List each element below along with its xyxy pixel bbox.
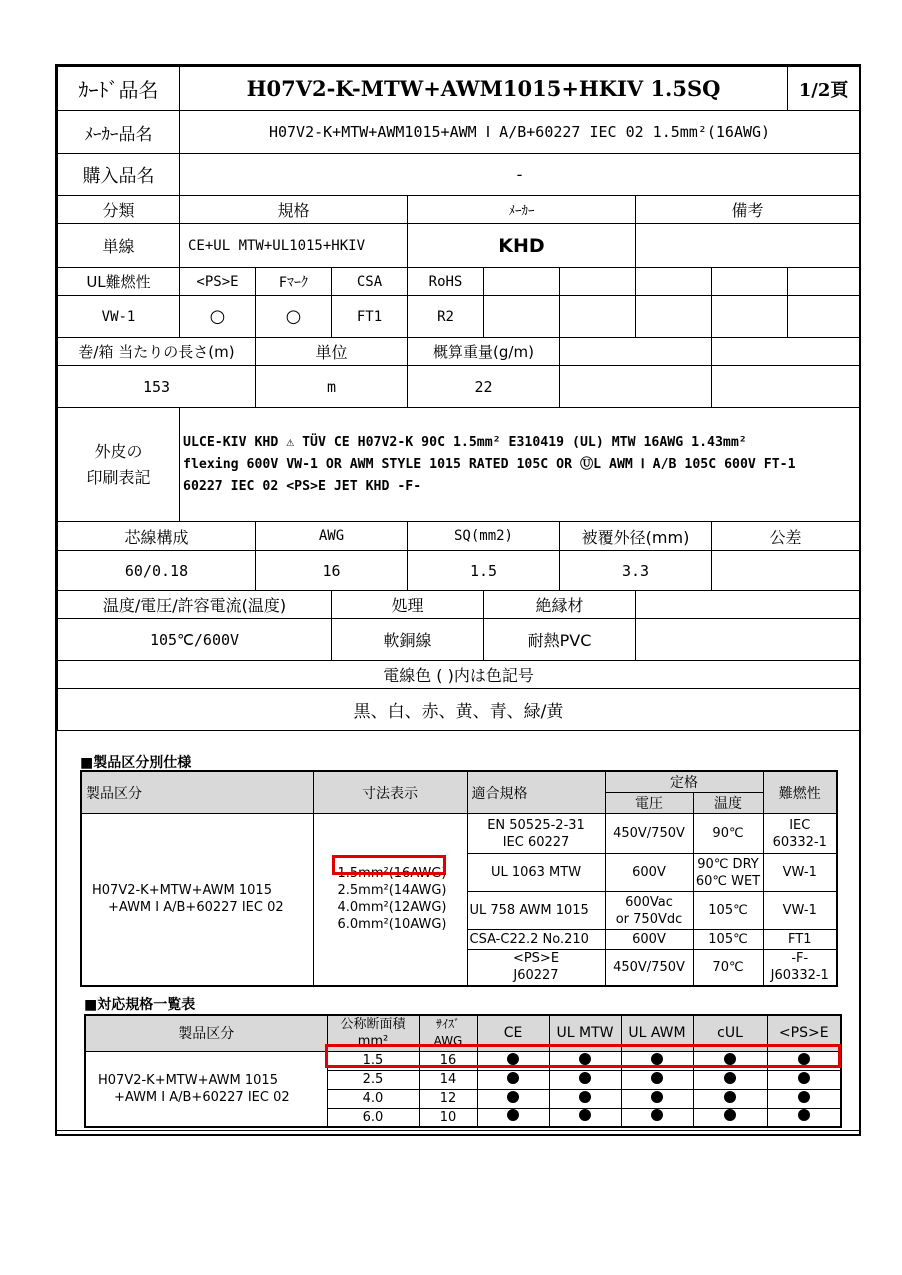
spec-voltage-1: 450V/750V: [605, 814, 693, 854]
check-dot-icon: [651, 1091, 663, 1103]
standard-header: 規格: [180, 196, 408, 224]
list-area-3: 4.0: [327, 1089, 419, 1108]
list-cell: [767, 1108, 841, 1127]
length-value-empty: [560, 366, 712, 408]
cert-value-flame: VW-1: [58, 296, 180, 338]
spec-header-std: 適合規格: [467, 771, 605, 814]
purchase-name-label: 購入品名: [58, 154, 180, 196]
list-section-title: ■対応規格一覧表: [84, 997, 196, 1013]
spec-temp-3: 105℃: [693, 892, 763, 930]
spec-temp-5: 70℃: [693, 950, 763, 986]
list-awg-2: 14: [419, 1070, 477, 1089]
tolerance-value: [712, 551, 860, 591]
sq-value: 1.5: [408, 551, 560, 591]
spec-std-2: UL 1063 MTW: [467, 854, 605, 892]
list-category: [85, 1051, 327, 1127]
maker-name-label: ﾒｰｶｰ品名: [58, 111, 180, 154]
list-cell: [549, 1108, 621, 1127]
spec-std-3: UL 758 AWM 1015: [467, 892, 605, 930]
core-construction-header: 芯線構成: [58, 522, 256, 551]
cert-header-flame: UL難燃性: [58, 268, 180, 296]
wire-color-label: 電線色 ( )内は色記号: [58, 661, 860, 689]
spec-size-1: 1.5mm²(16AWG): [337, 866, 447, 882]
cert-value-empty: [484, 296, 560, 338]
list-cell: [549, 1070, 621, 1089]
spec-header-category: 製品区分: [81, 771, 313, 814]
cert-value-pse: ○: [180, 296, 256, 338]
check-dot-icon: [724, 1072, 736, 1084]
cert-header-empty: [484, 268, 560, 296]
check-dot-icon: [507, 1091, 519, 1103]
spec-header-size: 寸法表示: [313, 771, 467, 814]
awg-value: 16: [256, 551, 408, 591]
cert-value-csa: FT1: [332, 296, 408, 338]
print-label-line2: 印刷表記: [86, 467, 151, 487]
list-cell: [621, 1089, 693, 1108]
insulation-header: 絶縁材: [484, 591, 636, 619]
list-awg-1: 16: [419, 1051, 477, 1070]
list-cell: [621, 1070, 693, 1089]
spec-category-line1: H07V2-K+MTW+AWM 1015: [92, 883, 272, 899]
list-header-ce: CE: [477, 1015, 549, 1051]
spec-flame-5a: -F-: [791, 951, 809, 967]
list-cell: [693, 1089, 767, 1108]
spec-category: [81, 814, 313, 986]
spec-std-1a: EN 50525-2-31: [487, 817, 585, 833]
cert-value-empty: [712, 296, 788, 338]
size-highlight-box: [332, 855, 446, 875]
cert-header-empty: [788, 268, 860, 296]
spec-flame-3: VW-1: [763, 892, 837, 930]
length-header-empty: [560, 338, 712, 366]
cert-value-fmark: ○: [256, 296, 332, 338]
card-name-label: ｶｰﾄﾞ品名: [58, 67, 180, 111]
insulation-value: 耐熱PVC: [484, 619, 636, 661]
spec-flame-1: [763, 814, 837, 854]
spec-temp-1: 90℃: [693, 814, 763, 854]
main-table: [57, 66, 860, 731]
check-dot-icon: [798, 1091, 810, 1103]
spec-voltage-3: [605, 892, 693, 930]
spec-voltage-2: 600V: [605, 854, 693, 892]
list-cell: [477, 1089, 549, 1108]
weight-header: 概算重量(g/m): [408, 338, 560, 366]
cert-value-empty: [560, 296, 636, 338]
spec-table: [80, 770, 838, 987]
spec-size-2: 2.5mm²(14AWG): [337, 883, 447, 899]
cert-header-empty: [560, 268, 636, 296]
check-dot-icon: [724, 1091, 736, 1103]
spec-temp-4: 105℃: [693, 930, 763, 950]
list-area-1: 1.5: [327, 1051, 419, 1070]
check-dot-icon: [798, 1109, 810, 1121]
spec-flame-4: FT1: [763, 930, 837, 950]
check-dot-icon: [507, 1109, 519, 1121]
list-cell: [693, 1070, 767, 1089]
list-header-category: 製品区分: [85, 1015, 327, 1051]
cert-value-rohs: R2: [408, 296, 484, 338]
list-cell: [477, 1108, 549, 1127]
list-cell: [477, 1070, 549, 1089]
standards-table: [84, 1014, 842, 1128]
length-header-empty: [712, 338, 860, 366]
row-highlight-box: [325, 1044, 841, 1068]
rating-value-empty: [636, 619, 860, 661]
list-cell: [621, 1108, 693, 1127]
class-value: 単線: [58, 224, 180, 268]
print-label: [58, 408, 180, 522]
spec-header-temp: 温度: [693, 793, 763, 814]
spec-flame-2: VW-1: [763, 854, 837, 892]
check-dot-icon: [651, 1109, 663, 1121]
awg-header: AWG: [256, 522, 408, 551]
list-header-area-2: mm²: [357, 1034, 389, 1050]
spec-size-4: 6.0mm²(10AWG): [337, 917, 447, 933]
length-header: 巻/箱 当たりの長さ(m): [58, 338, 256, 366]
standard-value: CE+UL MTW+UL1015+HKIV: [180, 224, 408, 268]
core-construction-value: 60/0.18: [58, 551, 256, 591]
cert-header-csa: CSA: [332, 268, 408, 296]
spec-voltage-4: 600V: [605, 930, 693, 950]
wire-color-value: 黒、白、赤、黄、青、緑/黄: [58, 689, 860, 731]
list-cell: [693, 1108, 767, 1127]
spec-flame-1a: IEC: [789, 817, 811, 833]
list-awg-4: 10: [419, 1108, 477, 1127]
od-value: 3.3: [560, 551, 712, 591]
maker-value: KHD: [408, 224, 636, 268]
sq-header: SQ(mm2): [408, 522, 560, 551]
spec-flame-5: [763, 950, 837, 986]
note-value: [636, 224, 860, 268]
temp-voltage-header: 温度/電圧/許容電流(温度): [58, 591, 332, 619]
spec-category-line2: +AWM Ⅰ A/B+60227 IEC 02: [108, 900, 284, 916]
length-value-empty: [712, 366, 860, 408]
list-awg-3: 12: [419, 1089, 477, 1108]
list-area-2: 2.5: [327, 1070, 419, 1089]
spec-std-1b: IEC 60227: [502, 834, 570, 850]
note-header: 備考: [636, 196, 860, 224]
list-header-size-2: AWG: [433, 1034, 463, 1049]
print-label-line1: 外皮の: [94, 441, 143, 461]
treatment-header: 処理: [332, 591, 484, 619]
spec-std-5: [467, 950, 605, 986]
print-marking: [180, 408, 860, 522]
cert-header-pse: <PS>E: [180, 268, 256, 296]
maker-header: ﾒｰｶｰ: [408, 196, 636, 224]
print-line-3: 60227 IEC 02 <PS>E JET KHD -F-: [183, 478, 422, 494]
class-header: 分類: [58, 196, 180, 224]
spec-std-5a: <PS>E: [512, 951, 560, 967]
check-dot-icon: [579, 1109, 591, 1121]
od-header: 被覆外径(mm): [560, 522, 712, 551]
spec-header-flame: 難燃性: [763, 771, 837, 814]
page-number: 1/2頁: [788, 67, 860, 111]
card-name-value: H07V2-K-MTW+AWM1015+HKIV 1.5SQ: [180, 67, 788, 111]
spec-flame-1b: 60332-1: [772, 834, 827, 850]
list-cell: [767, 1089, 841, 1108]
spec-flame-5b: J60332-1: [770, 968, 829, 984]
spec-temp-2: [693, 854, 763, 892]
temp-voltage-value: 105℃/600V: [58, 619, 332, 661]
weight-value: 22: [408, 366, 560, 408]
bottom-divider: [57, 1130, 859, 1131]
cert-header-fmark: Fﾏｰｸ: [256, 268, 332, 296]
check-dot-icon: [798, 1072, 810, 1084]
print-line-2: flexing 600V VW-1 OR AWM STYLE 1015 RATED 105C OR ⓊL AWM Ⅰ A/B 105C 600V FT-1: [183, 456, 796, 472]
length-value: 153: [58, 366, 256, 408]
list-header-ul-awm: UL AWM: [621, 1015, 693, 1051]
spec-size-3: 4.0mm²(12AWG): [337, 900, 447, 916]
spec-header-rating: 定格: [605, 771, 763, 793]
check-dot-icon: [579, 1091, 591, 1103]
cert-value-empty: [788, 296, 860, 338]
spec-voltage-5: 450V/750V: [605, 950, 693, 986]
spec-voltage-3b: or 750Vdc: [615, 911, 683, 927]
treatment-value: 軟銅線: [332, 619, 484, 661]
unit-header: 単位: [256, 338, 408, 366]
check-dot-icon: [651, 1072, 663, 1084]
check-dot-icon: [579, 1072, 591, 1084]
list-category-line2: +AWM Ⅰ A/B+60227 IEC 02: [114, 1089, 290, 1105]
spec-voltage-3a: 600Vac: [625, 894, 673, 910]
print-line-1: ULCE-KIV KHD ⚠ TÜV CE H07V2-K 90C 1.5mm² E310419 (UL) MTW 16AWG 1.43mm²: [183, 434, 747, 450]
list-header-pse: <PS>E: [767, 1015, 841, 1051]
check-dot-icon: [507, 1072, 519, 1084]
spec-std-4: CSA-C22.2 No.210: [467, 930, 605, 950]
list-area-4: 6.0: [327, 1108, 419, 1127]
spec-section-title: ■製品区分別仕様: [80, 755, 192, 771]
list-header-cul: cUL: [693, 1015, 767, 1051]
purchase-name-value: -: [180, 154, 860, 196]
cert-header-empty: [636, 268, 712, 296]
spec-sizes: [313, 814, 467, 986]
spec-temp-2b: 60℃ WET: [695, 873, 761, 889]
maker-name-value: H07V2-K+MTW+AWM1015+AWM Ⅰ A/B+60227 IEC 02 1.5mm²(16AWG): [180, 111, 860, 154]
list-cell: [767, 1070, 841, 1089]
spec-std-5b: J60227: [513, 968, 559, 984]
spec-header-voltage: 電圧: [605, 793, 693, 814]
list-category-line1: H07V2-K+MTW+AWM 1015: [98, 1072, 278, 1088]
cert-header-empty: [712, 268, 788, 296]
unit-value: m: [256, 366, 408, 408]
rating-header-empty: [636, 591, 860, 619]
check-dot-icon: [724, 1109, 736, 1121]
list-cell: [549, 1089, 621, 1108]
spec-std-en: [467, 814, 605, 854]
spec-temp-2a: 90℃ DRY: [697, 856, 759, 872]
list-header-ul-mtw: UL MTW: [549, 1015, 621, 1051]
list-header-area-1: 公称断面積: [340, 1017, 406, 1033]
spec-sheet: [55, 64, 861, 1136]
tolerance-header: 公差: [712, 522, 860, 551]
cert-value-empty: [636, 296, 712, 338]
cert-header-rohs: RoHS: [408, 268, 484, 296]
list-header-size-1: ｻｲｽﾞ: [435, 1017, 460, 1032]
